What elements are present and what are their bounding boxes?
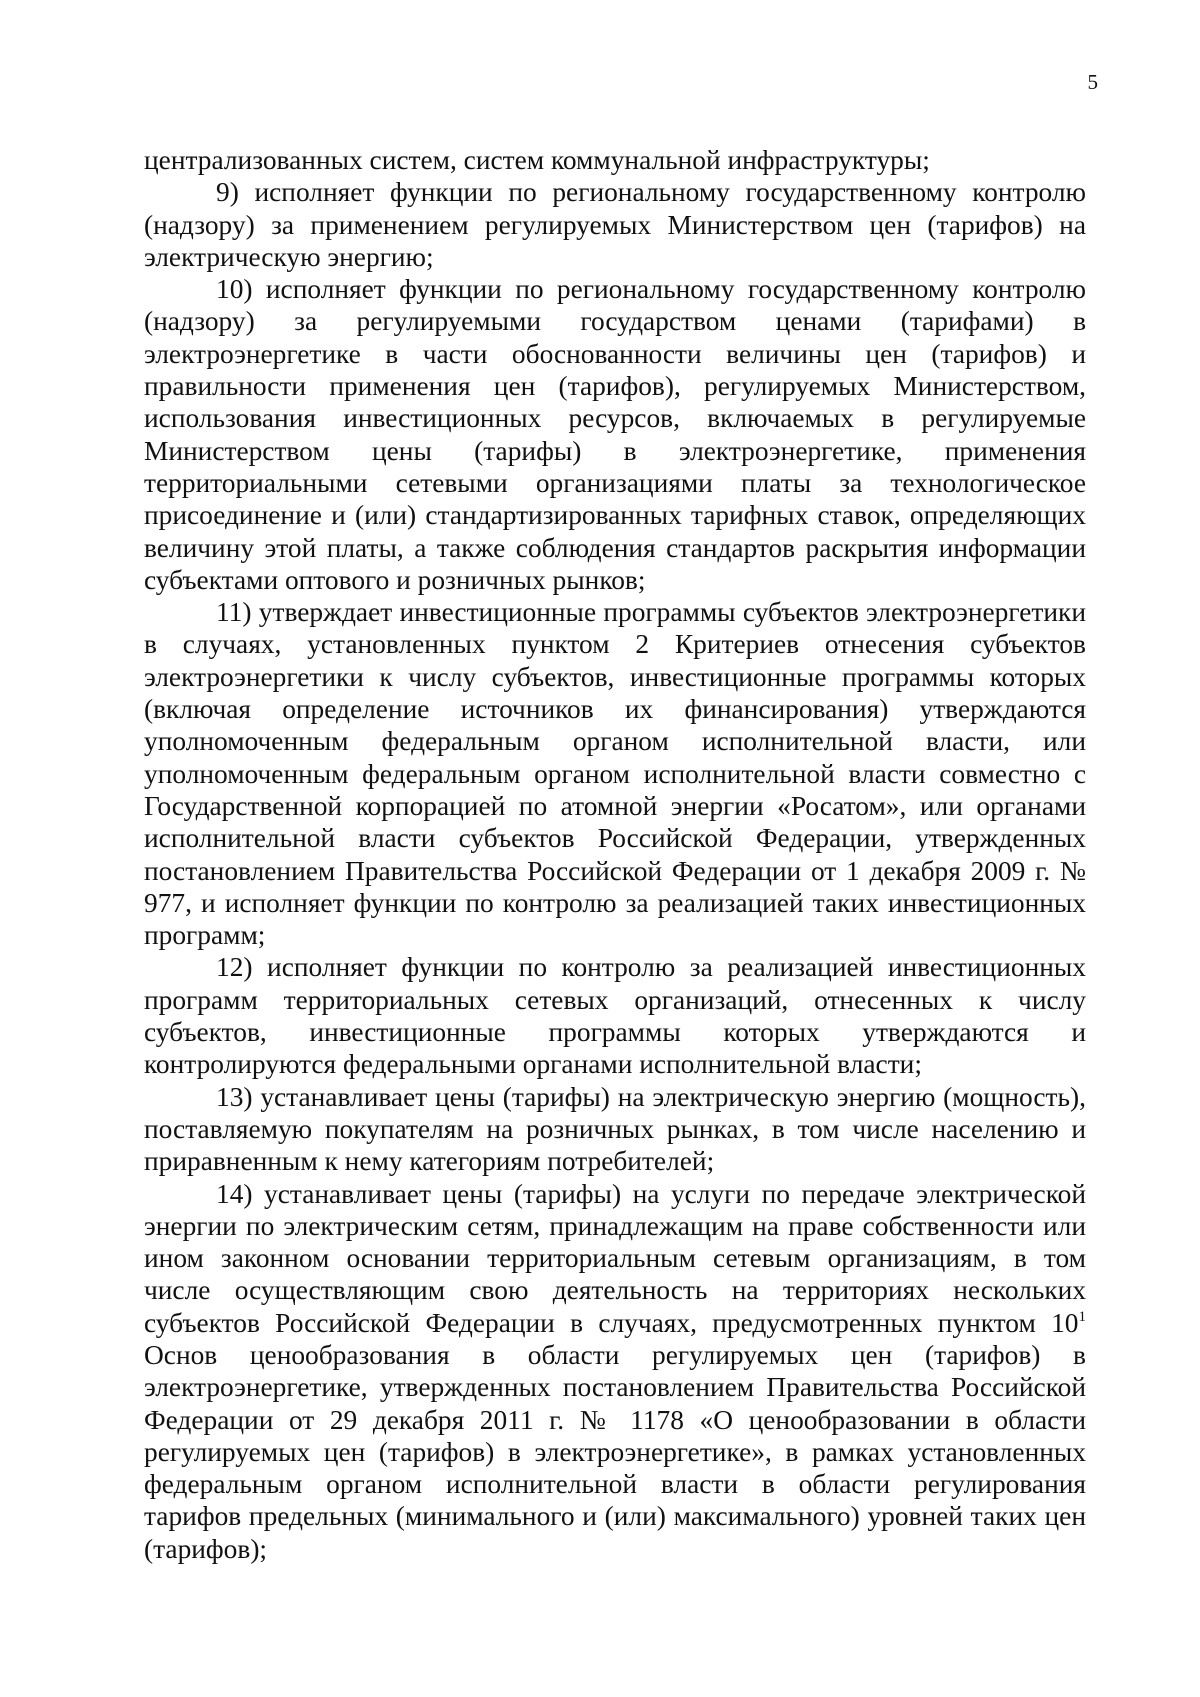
paragraph-item-9 bbox=[144, 176, 1086, 273]
item-number: 10) bbox=[216, 274, 253, 305]
paragraph-continuation bbox=[144, 144, 1086, 176]
item-number: 14) bbox=[216, 1178, 253, 1209]
paragraph-text: исполняет функции по региональному государственному контролю (надзору) за регулируемыми государством ценами (тарифами) в электроэнергетике в части обоснованности величины цен (тарифов) и правильности применения цен (тарифов), регулируемых Министерством, использования инвестиционных ресурсов, включаемых в регулируемые Министерством цены (тарифы) в электроэнергетике, применения территориальными сетевыми организациями платы за технологическое присоединение и (или) стандартизированных тарифных ставок, определяющих величину этой платы, а также соблюдения стандартов раскрытия информации субъектами оптового и розничных рынков; bbox=[144, 274, 1086, 595]
item-number: 12) bbox=[216, 952, 253, 983]
paragraph-item-14 bbox=[144, 1178, 1086, 1566]
item-number: 13) bbox=[216, 1081, 253, 1112]
item-number: 9) bbox=[216, 177, 239, 208]
paragraph-text: централизованных систем, систем коммунальной инфраструктуры; bbox=[144, 145, 930, 175]
page-number: 5 bbox=[1087, 70, 1098, 94]
paragraph-text-after-footnote: Основ ценообразования в области регулируемых цен (тарифов) в электроэнергетике, утвержденных постановлением Правительства Российской Федерации от 29 декабря 2011 г. № 1178 «О ценообразовании в области регулируемых цен (тарифов) в электроэнергетике», в рамках установленных федеральным органом исполнительной власти в области регулирования тарифов предельных (минимального и (или) максимального) уровней таких цен (тарифов); bbox=[144, 1339, 1086, 1564]
document-body bbox=[144, 144, 1086, 1565]
paragraph-text: исполняет функции по региональному государственному контролю (надзору) за применением регулируемых Министерством цен (тарифов) на электрическую энергию; bbox=[144, 177, 1086, 272]
paragraph-item-10 bbox=[144, 273, 1086, 596]
paragraph-item-11 bbox=[144, 596, 1086, 951]
superscript-index: 1 bbox=[1078, 1308, 1086, 1325]
paragraph-text: утверждает инвестиционные программы субъектов электроэнергетики в случаях, установленных пунктом 2 Критериев отнесения субъектов электроэнергетики к числу субъектов, инвестиционные программы которых (включая определение источников их финансирования) утверждаются уполномоченным федеральным органом исполнительной власти, или уполномоченным федеральным органом исполнительной власти совместно с Государственной корпорацией по атомной энергии «Росатом», или органами исполнительной власти субъектов Российской Федерации, утвержденных постановлением Правительства Российской Федерации от 1 декабря 2009 г. № 977, и исполняет функции по контролю за реализацией таких инвестиционных программ; bbox=[144, 597, 1086, 951]
item-number: 11) bbox=[216, 597, 252, 628]
paragraph-text: устанавливает цены (тарифы) на электрическую энергию (мощность), поставляемую покупателям на розничных рынках, в том числе населению и приравненным к нему категориям потребителей; bbox=[144, 1081, 1086, 1177]
paragraph-text-before-footnote: устанавливает цены (тарифы) на услуги по передаче электрической энергии по электрическим сетям, принадлежащим на праве собственности или ином законном основании территориальным сетевым организациям, в том числе осуществляющим свою деятельность на территориях нескольких субъектов Российской Федерации в случаях, предусмотренных пунктом 10 bbox=[144, 1178, 1086, 1338]
paragraph-item-12 bbox=[144, 951, 1086, 1080]
paragraph-text: исполняет функции по контролю за реализацией инвестиционных программ территориальных сетевых организаций, отнесенных к числу субъектов, инвестиционные программы которых утверждаются и контролируются федеральными органами исполнительной власти; bbox=[144, 952, 1086, 1080]
paragraph-item-13 bbox=[144, 1081, 1086, 1178]
